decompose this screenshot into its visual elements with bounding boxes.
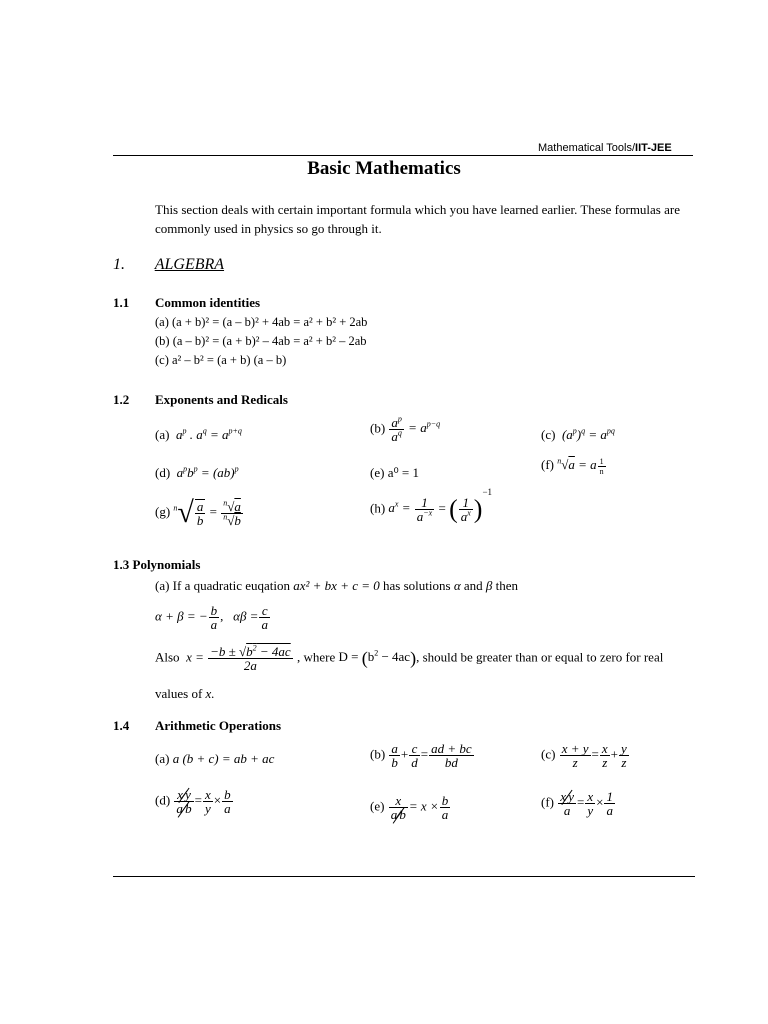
quadratic-intro: (a) If a quadratic euqation xyxy=(155,578,290,593)
discriminant-condition: , should be greater than or equal to zero for real xyxy=(416,649,664,665)
arith-rule-c: (c) $\frac{x + y}{z}$ = $\frac{x}{z}$ + $\frac{y}{z}$ xyxy=(541,741,627,770)
item-label: (d) xyxy=(155,465,171,480)
item-label: (c) xyxy=(541,427,556,442)
values-line xyxy=(155,686,215,702)
arith-rule-b: (b) $\frac{a}{b}$ + $\frac{c}{d}$ = $\frac{ad + bc}{bd}$ xyxy=(370,741,472,770)
subsection-title: 1.3 Polynomials xyxy=(113,557,201,572)
header-rule xyxy=(113,155,693,156)
item-label: (e) xyxy=(370,465,385,480)
values-of-text: values of xyxy=(155,686,203,701)
arith-rule-d: (d) $\frac{x⁄y}{a⁄b}$ = $\frac{x}{y}$ × $\frac{b}{a}$ xyxy=(155,787,231,816)
running-header xyxy=(538,142,672,154)
quadratic-formula-line: Also x = $\frac{-b \pm √b^2 - 4ac}{2a}$ , where $D = (b^2 - 4ac)$, should be greater than or equal to zero for real xyxy=(155,643,664,673)
section-title: ALGEBRA xyxy=(154,256,225,273)
section-number: 1. xyxy=(113,256,125,273)
item-label: (f) xyxy=(541,794,554,810)
exponent-rule-g: (g) $^n$√ $\frac{a}{b}$ = $\frac{^n√a}{^n√b}$ xyxy=(155,496,241,529)
exponent-rule-h: (h) $a^x$ = $\frac{1}{a^{-x}}$ = ( $\frac{1}{a^x}$ )$^{-1}$ xyxy=(370,487,493,524)
zero-exponent: a⁰ = 1 xyxy=(387,465,420,480)
then-word: then xyxy=(495,578,519,593)
subsection-number: 1.2 xyxy=(113,392,130,407)
identity-a: (a) (a + b)² = (a – b)² + 4ab = a² + b² + 2ab xyxy=(155,315,368,329)
arith-rule-f: (f) $\frac{x⁄y}{a}$ = $\frac{x}{y}$ × $\frac{1}{a}$ xyxy=(541,789,613,818)
item-label: (e) xyxy=(370,798,385,814)
where-word: , where xyxy=(296,649,336,665)
exponent-rule-d: (d) $a^pb^p = (ab)^p$ xyxy=(155,464,239,480)
page-title: Basic Mathematics xyxy=(307,158,461,179)
section-heading xyxy=(113,256,224,274)
exponent-rule-a: (a) $a^p$ . $a^q = a^{p+q}$ xyxy=(155,426,242,442)
exponent-rule-e xyxy=(370,465,419,481)
identity-c: (c) a² – b² = (a + b) (a – b) xyxy=(155,353,287,367)
exponent-rule-f: (f) $^n$√a = a $\frac{1}{n}$ xyxy=(541,456,604,476)
subsection-title: Arithmetic Operations xyxy=(155,718,282,733)
item-label: (h) xyxy=(370,500,386,516)
roots-relations: α + β = − $\frac{b}{a}$ , αβ = $\frac{c}{a}$ xyxy=(155,603,268,632)
item-label: (b) xyxy=(370,420,386,436)
subsection-title: Common identities xyxy=(155,295,261,310)
item-label: (d) xyxy=(155,792,171,808)
item-label: (g) xyxy=(155,503,171,519)
distributive-law: a (b + c) = ab + ac xyxy=(172,751,275,766)
footer-rule xyxy=(113,876,695,877)
arith-rule-e: (e) $\frac{x}{a⁄b}$ = x × $\frac{b}{a}$ xyxy=(370,793,449,822)
and-word: and xyxy=(463,578,483,593)
quadratic-line xyxy=(155,578,518,594)
identity-b: (b) (a – b)² = (a + b)² – 4ab = a² + b² – 2ab xyxy=(155,334,367,348)
item-label: (b) xyxy=(370,746,386,762)
exponent-rule-c: (c) $(a^p)^q = a^{pq}$ xyxy=(541,426,615,442)
subsection-title: Exponents and Redicals xyxy=(155,392,288,407)
exponent-rule-b: (b) $\frac{a^p}{a^q}$ = $a^{p-q}$ xyxy=(370,414,441,444)
subsection-number: 1.1 xyxy=(113,295,130,310)
item-label: (a) xyxy=(155,427,170,442)
arith-rule-a xyxy=(155,751,274,767)
item-label: (c) xyxy=(541,746,556,762)
subsection-number: 1.4 xyxy=(113,718,130,733)
intro-paragraph: This section deals with certain important formula which you have learned earlier. These formulas are commonly used in physics so go through it. xyxy=(155,202,680,236)
beta-symbol: β xyxy=(485,578,493,593)
item-label: (f) xyxy=(541,457,554,472)
also-word: Also xyxy=(155,649,180,665)
header-label-bold: IIT-JEE xyxy=(635,142,672,154)
quadratic-mid: has solutions xyxy=(383,578,451,593)
x-variable: x. xyxy=(205,686,215,701)
alpha-symbol: α xyxy=(453,578,461,593)
header-label: Mathematical Tools/ xyxy=(538,142,636,154)
item-label: (a) xyxy=(155,751,170,766)
quadratic-equation: ax² + bx + c = 0 xyxy=(293,578,380,593)
